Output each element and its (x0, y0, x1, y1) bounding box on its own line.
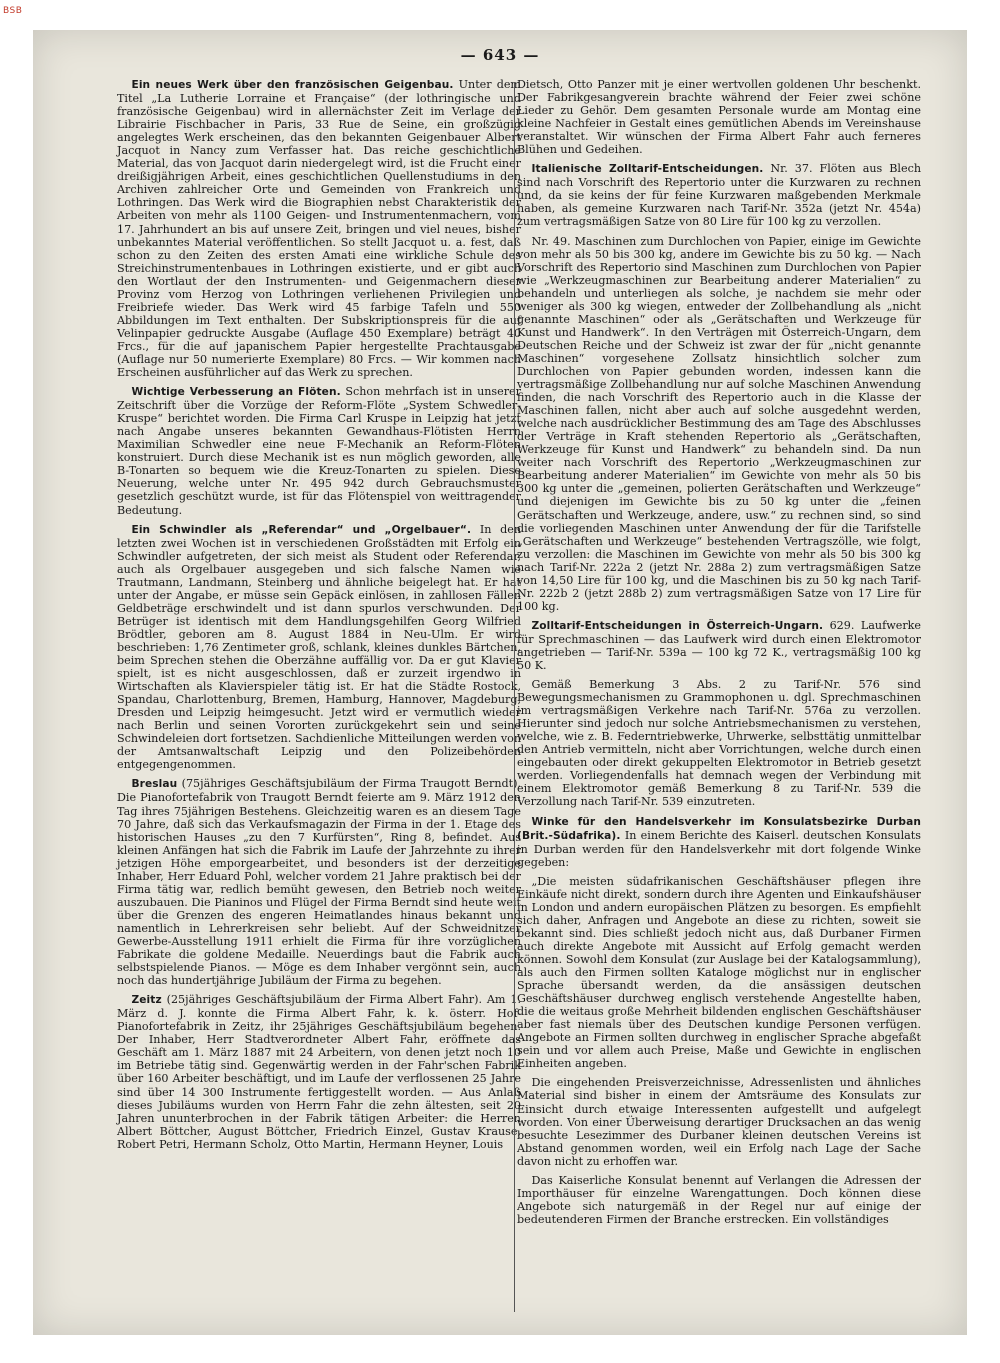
article-text: Die eingehenden Preisverzeichnisse, Adressenlisten und ähnliches Material sind bisher in einem der Amtsräume des Konsulats zur Einsicht durch etwaige Interessenten aufgestellt und aufgelegt worden. Von einer Überweisung derartiger Drucksachen an das wenig besuchte Lesezimmer des Durbaner kleinen deutschen Vereins ist Abstand genommen worden, weil ein Erfolg nach Lage der Sache davon nicht zu erhoffen war. (517, 1076, 921, 1168)
article-text: (25jähriges Geschäftsjubiläum der Firma Albert Fahr). Am 1. März d. J. konnte die Firma Albert Fahr, k. k. österr. Hof-Pianofortefabrik in Zeitz, ihr 25jähriges Geschäftsjubiläum begehen. Der Inhaber, Herr Stadtverordneter Albert Fahr, eröffnete das Geschäft am 1. März 1887 mit 24 Arbeitern, von denen jetzt noch 10 im Betriebe tätig sind. Gegenwärtig werden in der Fahr'schen Fabrik über 160 Arbeiter beschäftigt, und im Laufe der verflossenen 25 Jahre sind über 14 300 Instrumente fertiggestellt worden. — Aus Anlaß dieses Jubiläums wurden von Herrn Fahr die zehn ältesten, seit 20 Jahren ununterbrochen in der Fabrik tätigen Arbeiter: die Herren Albert Böttcher, August Böttcher, Friedrich Einzel, Gustav Krause, Robert Petri, Hermann Scholz, Otto Martin, Hermann Heyner, Louis (117, 993, 521, 1151)
article-paragraph (517, 1174, 921, 1226)
article-heading: Italienische Zolltarif-Entscheidungen. (531, 163, 764, 176)
article-text: Nr. 37. Flöten aus Blech sind nach Vorschrift des Repertorio unter die Kurzwaren zu rechnen und, da sie keins der für feine Kurzwaren maßgebenden Merkmale haben, als gemeine Kurzwaren nach Tarif-Nr. 352a (jetzt Nr. 454a) zum vertragsmäßigen Satze von 80 Lire für 100 kg zu verzollen. (517, 162, 921, 229)
article-heading: Wichtige Verbesserung an Flöten. (131, 386, 341, 399)
page-number: — 643 — (460, 46, 540, 64)
right-column (517, 78, 921, 1232)
article-paragraph (517, 235, 921, 613)
article-paragraph (517, 1076, 921, 1167)
article-paragraph (117, 993, 521, 1151)
article-paragraph (117, 78, 521, 379)
article-paragraph (517, 619, 921, 672)
article-text: Schon mehrfach ist in unserer Zeitschrift über die Vorzüge der Reform-Flöte „System Schwedler-Kruspe“ berichtet worden. Die Firma Carl Kruspe in Leipzig hat jetzt nach Angabe unseres bekannten Gewandhaus-Flötisten Herrn Maximilian Schwedler eine neue F-Mechanik an Reform-Flöten konstruiert. Durch diese Mechanik ist es nun möglich geworden, alle B-Tonarten so bequem wie die Kreuz-Tonarten zu spielen. Diese Neuerung, welche unter Nr. 495 942 durch Gebrauchsmuster gesetzlich geschützt wurde, ist für das Flötenspiel von weittragender Bedeutung. (117, 385, 521, 517)
newspaper-page (33, 30, 967, 1335)
article-paragraph (117, 777, 521, 987)
article-paragraph (117, 523, 521, 772)
article-paragraph (517, 78, 921, 156)
article-text: (75jähriges Geschäftsjubiläum der Firma Traugott Berndt). Die Pianofortefabrik von Traugott Berndt feierte am 9. März 1912 den Tag ihres 75jährigen Bestehens. Gleichzeitig waren es an diesem Tage 70 Jahre, daß sich das Verkaufsmagazin der Firma in der 1. Etage des historischen Hauses „zu den 7 Kurfürsten“, Ring 8, befindet. Aus kleinen Anfängen hat sich die Fabrik im Laufe der Jahrzehnte zu ihrer jetzigen Höhe emporgearbeitet, und besonders ist der derzeitige Inhaber, Herr Eduard Pohl, welcher vordem 21 Jahre praktisch bei der Firma tätig war, redlich bemüht gewesen, den Betrieb noch weiter auszubauen. Die Pianinos und Flügel der Firma Berndt sind heute weit über die Grenzen des engeren Heimatlandes hinaus bekannt und namentlich in Lehrerkreisen sehr beliebt. Auf der Schweidnitzer Gewerbe-Ausstellung 1911 erhielt die Firma für ihre vorzüglichen Fabrikate die goldene Medaille. Neuerdings baut die Fabrik auch selbstspielende Pianos. — Möge es dem Inhaber vergönnt sein, auch noch das hundertjährige Jubiläum der Firma zu begehen. (117, 777, 522, 988)
article-paragraph (517, 875, 921, 1071)
article-heading: Winke für den Handelsverkehr im Konsulatsbezirke Durban (Brit.-Südafrika). (517, 815, 921, 842)
article-text: Nr. 49. Maschinen zum Durchlochen von Papier, einige im Gewichte von mehr als 50 bis 300 kg, andere im Gewichte bis zu 50 kg. — Nach Vorschrift des Repertorio sind Maschinen zum Durchlochen von Papier wie „Werkzeugmaschinen zur Bearbeitung anderer Materialien“ zu behandeln und unterliegen als solche, je nachdem sie mehr oder weniger als 300 kg wiegen, entweder der Zollbehandlung als „nicht genannte Maschinen“ oder als „Gerätschaften und Werkzeuge für Kunst und Handwerk“. In den Verträgen mit Österreich-Ungarn, dem Deutschen Reiche und der Schweiz ist zwar der für „nicht genannte Maschinen“ vorgesehene Zollsatz hinsichtlich solcher zum Durchlochen von Papier gebunden worden, indessen kann die vertragsmäßige Zollbehandlung nur auf solche Maschinen Anwendung finden, die nach Vorschrift des Repertorio auch in die Klasse der Maschinen fallen, nicht aber auch auf solche ausgedehnt werden, welche nach ausdrücklicher Bestimmung des am Tage des Abschlusses der Verträge in Kraft stehenden Repertorio als „Gerätschaften, Werkzeuge für Kunst und Handwerk“ zu behandeln sind. Da nun weiter nach Vorschrift des Repertorio „Werkzeugmaschinen zur Bearbeitung anderer Materialien“ im Gewichte von mehr als 50 bis 300 kg unter die „gemeinen, polierten Gerätschaften und Werkzeuge“ und diejenigen im Gewichte bis zu 50 kg unter die „feinen Gerätschaften und Werkzeuge, andere, usw.“ zu rechnen sind, so sind die vorliegenden Maschinen unter Anwendung der für die Tarifstelle „Gerätschaften und Werkzeuge“ bestehenden Vertragszölle, wie folgt, zu verzollen: die Maschinen im Gewichte von mehr als 50 bis 300 kg nach Tarif-Nr. 222a 2 (jetzt Nr. 288a 2) zum vertragsmäßigen Satze von 14,50 Lire für 100 kg, und die Maschinen bis zu 50 kg nach Tarif-Nr. 222b 2 (jetzt 288b 2) zum vertragsmäßigen Satze von 17 Lire für 100 kg. (517, 234, 921, 613)
article-text: Das Kaiserliche Konsulat benennt auf Verlangen die Adressen der Importhäuser für einzelne Warengattungen. Doch können diese Angebote sich naturgemäß in der Regel nur auf einige der bedeutenderen Firmen der Branche erstrecken. Ein vollständiges (517, 1173, 921, 1226)
article-paragraph (517, 815, 921, 869)
article-text: In den letzten zwei Wochen ist in verschiedenen Großstädten mit Erfolg ein Schwindler aufgetreten, der sich meist als Student oder Referendar, auch als Orgelbauer ausgegeben und sich falsche Namen wie Trautmann, Landmann, Steinberg und ähnliche beigelegt hat. Er hat unter der Angabe, er müsse sein Gepäck einlösen, in zahllosen Fällen Geldbeträge erschwindelt und ist dann spurlos verschwunden. Der Betrüger ist identisch mit dem Handlungsgehilfen Georg Wilfried Brödtler, geboren am 8. August 1884 in Neu-Ulm. Er wird beschrieben: 1,76 Zentimeter groß, schlank, kleines dunkles Bärtchen, beim Sprechen stehen die Oberzähne auffällig vor. Da er gut Klavier spielt, ist es nicht ausgeschlossen, daß er zurzeit irgendwo in Wirtschaften als Klavierspieler tätig ist. Er hat die Städte Rostock, Spandau, Charlottenburg, Bremen, Hamburg, Hannover, Magdeburg, Dresden und Leipzig heimgesucht. Jetzt wird er vermutlich wieder nach Berlin und seinen Vororten zurückgekehrt sein und seine Schwindeleien dort fortsetzen. Sachdienliche Mitteilungen werden von der Amtsanwaltschaft Leipzig und den Polizeibehörden entgegengenommen. (117, 522, 521, 772)
article-text: „Die meisten südafrikanischen Geschäftshäuser pflegen ihre Einkäufe nicht direkt, sondern durch ihre Agenten und Einkaufshäuser in London und andern europäischen Plätzen zu besorgen. Es empfiehlt sich daher, Anfragen und Angebote an diese zu richten, soweit sie bekannt sind. Dies schließt jedoch nicht aus, daß Durbaner Firmen auch direkte Angebote mit Aussicht auf Erfolg gemacht werden können. Sowohl dem Konsulat (zur Auslage bei der Katalogsammlung), als auch den Firmen sollten Kataloge möglichst nur in englischer Sprache übersandt werden, da die ansässigen deutschen Geschäftshäuser durchweg englisch verstehende Angestellte haben, die die weitaus große Mehrheit bildenden englischen Geschäftshäuser aber fast niemals über des Deutschen kundige Personen verfügen. Angebote an Firmen sollten durchweg in englischer Sprache abgefaßt sein und vor allem auch Preise, Maße und Gewichte in englischen Einheiten angeben. (517, 874, 921, 1071)
article-paragraph (517, 162, 921, 228)
article-text: Dietsch, Otto Panzer mit je einer wertvollen goldenen Uhr beschenkt. Der Fabrikgesangverein brachte während der Feier zwei schöne Lieder zu Gehör. Dem gesamten Personale wurde am Montag eine kleine Nachfeier in Gestalt eines gemütlichen Abends im Vereinshause veranstaltet. Wir wünschen der Firma Albert Fahr auch ferneres Blühen und Gedeihen. (517, 78, 921, 157)
article-text: Unter dem Titel „La Lutherie Lorraine et Française“ (der lothringische und französische Geigenbau) wird in allernächster Zeit im Verlage der Librairie Fischbacher in Paris, 33 Rue de Seine, ein großzügig angelegtes Werk erscheinen, das den bekannten Geigenbauer Albert Jacquot in Nancy zum Verfasser hat. Das reiche geschichtliche Material, das von Jacquot darin niedergelegt wird, ist die Frucht einer dreißigjährigen Arbeit, eines geschichtlichen Quellenstudiums in den Archiven zahlreicher Orte und Gemeinden von Frankreich und Lothringen. Das Werk wird die Biographien nebst Charakteristik der Arbeiten von mehr als 1100 Geigen- und Instrumentenmachern, vom 17. Jahrhundert an bis auf unsere Zeit, bringen und viel neues, bisher unbekanntes Material veröffentlichen. So stellt Jacquot u. a. fest, daß schon zu den Zeiten des ersten Amati eine wirkliche Schule des Streichinstrumentenbaues in Lothringen existierte, und er gibt auch den Wortlaut der den Instrumenten- und Geigenmachern dieser Provinz vom Herzog von Lothringen verliehenen Privilegien und Freibriefe wieder. Das Werk wird 45 farbige Tafeln und 550 Abbildungen im Text enthalten. Der Subskriptionspreis für die auf Velinpapier gedruckte Ausgabe (Auflage 450 Exemplare) beträgt 40 Frcs., für die auf japanischem Papier hergestellte Prachtausgabe (Auflage nur 50 numerierte Exemplare) 80 Frcs. — Wir kommen nach Erscheinen ausführlicher auf das Werk zu sprechen. (117, 78, 521, 380)
article-text: In einem Berichte des Kaiserl. deutschen Konsulats in Durban werden für den Handelsverkehr mit dort folgende Winke gegeben: (517, 828, 921, 869)
article-text: 629. Laufwerke für Sprechmaschinen — das Laufwerk wird durch einen Elektromotor angetrieben — Tarif-Nr. 539a — 100 kg 72 K., vertragsmäßig 100 kg 50 K. (517, 618, 921, 673)
article-heading: Ein neues Werk über den französischen Geigenbau. (131, 79, 454, 91)
article-heading: Zolltarif-Entscheidungen in Österreich-Ungarn. (531, 619, 824, 632)
article-paragraph (117, 385, 521, 516)
article-heading: Ein Schwindler als „Referendar“ und „Orgelbauer“. (131, 523, 472, 536)
column-divider (514, 82, 515, 1312)
article-paragraph (517, 678, 921, 808)
watermark: BSB (3, 6, 23, 16)
article-text: Gemäß Bemerkung 3 Abs. 2 zu Tarif-Nr. 576 sind Bewegungsmechanismen zu Grammophonen u. dgl. Sprechmaschinen im vertragsmäßigen Verkehre nach Tarif-Nr. 576a zu verzollen. Hierunter sind jedoch nur solche Antriebsmechanismen zu verstehen, welche, wie z. B. Federntriebwerke, Uhrwerke, selbsttätig unmittelbar den Antrieb vermitteln, nicht aber Vorrichtungen, welche durch einen eingebauten oder direkt gekuppelten Elektromotor in Betrieb gesetzt werden. Vorliegendenfalls hat demnach wegen der Verbindung mit einem Elektromotor gemäß Bemerkung 8 zu Tarif-Nr. 539 die Verzollung nach Tarif-Nr. 539 einzutreten. (517, 678, 921, 809)
left-column (117, 78, 521, 1157)
article-heading: Breslau (131, 778, 178, 791)
article-heading: Zeitz (131, 994, 162, 1007)
